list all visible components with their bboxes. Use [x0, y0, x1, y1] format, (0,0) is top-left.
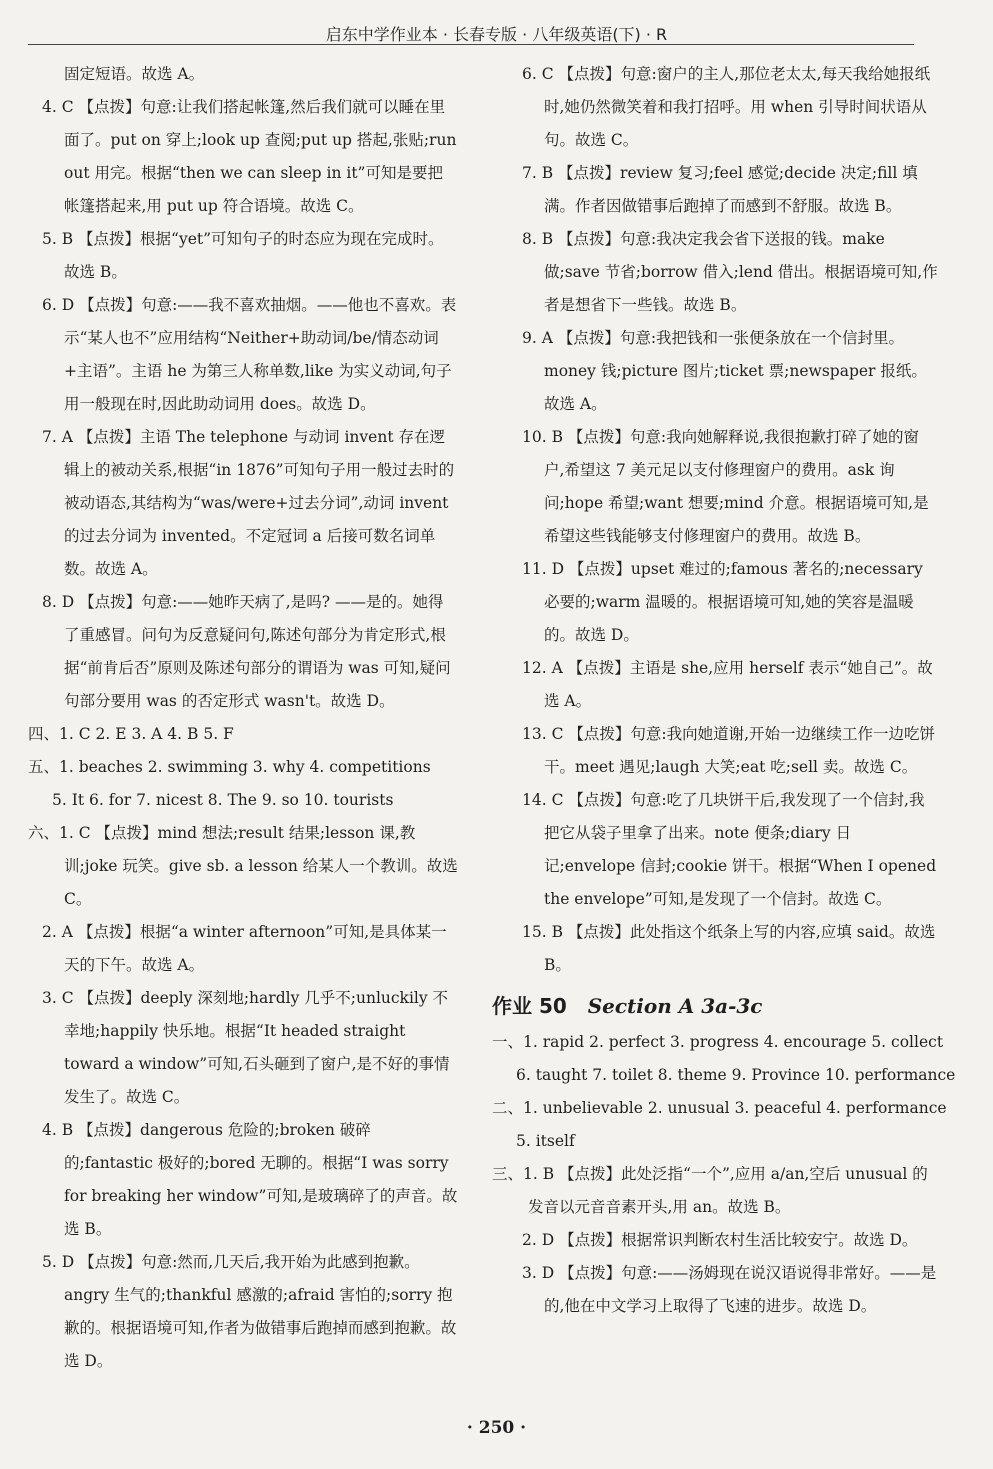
answer-item: 固定短语。故选 A。: [64, 65, 205, 83]
header-rule: [28, 44, 914, 45]
answer-row: 6. taught 7. toilet 8. theme 9. Province 10. performance: [516, 1066, 956, 1084]
answer-item: 14. C 【点拨】句意:吃了几块饼干后,我发现了一个信封,我把它从袋子里拿了出来。note 便条;diary 日记;envelope 信封;cookie 饼干。根据“When I opened the envelope”可知,是发现了一个信封。故选 C。: [522, 791, 937, 908]
answer-item: 15. B 【点拨】此处指这个纸条上写的内容,应填 said。故选 B。: [522, 923, 936, 974]
answer-item: 5. B 【点拨】根据“yet”可知句子的时态应为现在完成时。故选 B。: [42, 230, 444, 281]
answer-item: 5. D 【点拨】句意:然而,几天后,我开始为此感到抱歉。angry 生气的;thankful 感激的;afraid 害怕的;sorry 抱歉的。根据语境可知,作者为做错事后跑掉而感到抱歉。故选 D。: [42, 1253, 457, 1370]
answer-item: 6. D 【点拨】句意:——我不喜欢抽烟。——他也不喜欢。表示“某人也不”应用结构“Neither+助动词/be/情态动词+主语”。主语 he 为第三人称单数,like 为实义动词,句子用一般现在时,因此助动词用 does。故选 D。: [42, 296, 457, 413]
right-column: [492, 58, 956, 1323]
answer-item: 7. A 【点拨】主语 The telephone 与动词 invent 存在逻辑上的被动关系,根据“in 1876”可知句子用一般过去时的被动语态,其结构为“was/were+过去分词”,动词 invent 的过去分词为 invented。不定冠词 a 后接可数名词单数。故选 A。: [42, 428, 455, 578]
section-heading: [492, 988, 938, 1024]
page-number: · 250 ·: [466, 1418, 527, 1438]
answer-item: 13. C 【点拨】句意:我向她道谢,开始一边继续工作一边吃饼干。meet 遇见;laugh 大笑;eat 吃;sell 卖。故选 C。: [522, 725, 936, 776]
answer-item: 8. D 【点拨】句意:——她昨天病了,是吗? ——是的。她得了重感冒。问句为反意疑问句,陈述句部分为肯定形式,根据“前肯后否”原则及陈述句部分的谓语为 was 可知,疑问句部分要用 was 的否定形式 wasn't。故选 D。: [42, 593, 451, 710]
answer-row: 5. itself: [516, 1132, 575, 1150]
answer-item: 7. B 【点拨】review 复习;feel 感觉;decide 决定;fill 填满。作者因做错事后跑掉了而感到不舒服。故选 B。: [522, 164, 918, 215]
answer-item: 10. B 【点拨】句意:我向她解释说,我很抱歉打碎了她的窗户,希望这 7 美元足以支付修理窗户的费用。ask 询问;hope 希望;want 想要;mind 介意。根据语境可知,是希望这些钱能够支付修理窗户的费用。故选 B。: [522, 428, 929, 545]
homework-number: 作业 50: [492, 994, 567, 1018]
answer-item: 三、1. B 【点拨】此处泛指“一个”,应用 a/an,空后 unusual 的发音以元音音素开头,用 an。故选 B。: [492, 1165, 928, 1216]
answer-row: 四、1. C 2. E 3. A 4. B 5. F: [28, 725, 234, 743]
answer-item: 3. C 【点拨】deeply 深刻地;hardly 几乎不;unluckily 不幸地;happily 快乐地。根据“It headed straight toward a window”可知,石头砸到了窗户,是不好的事情发生了。故选 C。: [42, 989, 450, 1106]
answer-item: 4. B 【点拨】dangerous 危险的;broken 破碎的;fantastic 极好的;bored 无聊的。根据“I was sorry for breaking her window”可知,是玻璃碎了的声音。故选 B。: [42, 1121, 458, 1238]
answer-item: 六、1. C 【点拨】mind 想法;result 结果;lesson 课,教训;joke 玩笑。give sb. a lesson 给某人一个教训。故选 C。: [28, 824, 458, 908]
answer-row: 一、1. rapid 2. perfect 3. progress 4. encourage 5. collect: [492, 1033, 944, 1051]
answer-item: 4. C 【点拨】句意:让我们搭起帐篷,然后我们就可以睡在里面了。put on 穿上;look up 查阅;put up 搭起,张贴;run out 用完。根据“then we can sleep in it”可知是要把帐篷搭起来,用 put up 符合语境。故选 C。: [42, 98, 457, 215]
answer-row: 五、1. beaches 2. swimming 3. why 4. competitions: [28, 758, 431, 776]
answer-item: 6. C 【点拨】句意:窗户的主人,那位老太太,每天我给她报纸时,她仍然微笑着和我打招呼。用 when 引导时间状语从句。故选 C。: [522, 65, 931, 149]
answer-item: 11. D 【点拨】upset 难过的;famous 著名的;necessary 必要的;warm 温暖的。根据语境可知,她的笑容是温暖的。故选 D。: [522, 560, 923, 644]
running-header: 启东中学作业本 · 长春专版 · 八年级英语(下) · R: [325, 25, 668, 44]
answer-item: 3. D 【点拨】句意:——汤姆现在说汉语说得非常好。——是的,他在中文学习上取得了飞速的进步。故选 D。: [522, 1264, 937, 1315]
answer-item: 12. A 【点拨】主语是 she,应用 herself 表示“她自己”。故选 A。: [522, 659, 933, 710]
answer-item: 2. D 【点拨】根据常识判断农村生活比较安宁。故选 D。: [522, 1231, 918, 1249]
left-column: [28, 58, 458, 1378]
answer-row: 5. It 6. for 7. nicest 8. The 9. so 10. tourists: [52, 791, 394, 809]
answer-item: 8. B 【点拨】句意:我决定我会省下送报的钱。make 做;save 节省;borrow 借入;lend 借出。根据语境可知,作者是想省下一些钱。故选 B。: [522, 230, 938, 314]
answer-item: 9. A 【点拨】句意:我把钱和一张便条放在一个信封里。money 钱;picture 图片;ticket 票;newspaper 报纸。故选 A。: [522, 329, 927, 413]
section-name: Section A 3a-3c: [587, 994, 763, 1018]
answer-row: 二、1. unbelievable 2. unusual 3. peaceful 4. performance: [492, 1099, 947, 1117]
answer-item: 2. A 【点拨】根据“a winter afternoon”可知,是具体某一天的下午。故选 A。: [42, 923, 447, 974]
